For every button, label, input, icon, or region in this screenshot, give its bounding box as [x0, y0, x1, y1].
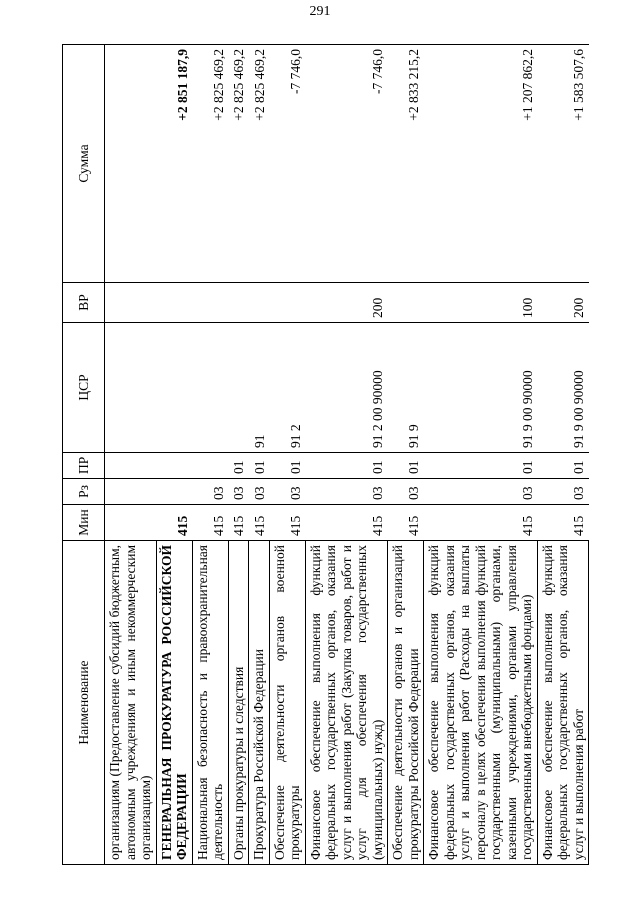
page-number: 291 — [309, 4, 331, 19]
cell-vr — [228, 283, 249, 323]
cell-csr: 91 2 00 90000 — [305, 323, 388, 453]
table-row — [228, 45, 249, 865]
cell-name: Прокуратура Российской Федерации — [249, 541, 270, 865]
cell-pr — [105, 453, 157, 479]
cell-rz: 03 — [424, 479, 538, 505]
cell-csr — [156, 323, 192, 453]
cell-min: 415 — [192, 505, 228, 541]
cell-csr: 91 9 — [388, 323, 424, 453]
cell-rz — [156, 479, 192, 505]
cell-rz — [105, 479, 157, 505]
table-header — [63, 45, 105, 865]
cell-sum: +1 207 862,2 — [424, 45, 538, 283]
cell-vr — [249, 283, 270, 323]
header-csr: ЦСР — [63, 323, 105, 453]
cell-min — [105, 505, 157, 541]
cell-rz: 03 — [388, 479, 424, 505]
cell-min: 415 — [537, 505, 589, 541]
cell-name: Финансовое обеспечение выполнения функций федеральных государственных органов, оказания услуг и выполнения работ (Расходы на выплаты персоналу в целях обеспечения выполнения функций государственными (муниципальными) органами, казенными учреждениями, органами управления государственными внебюджетными фондами) — [424, 541, 538, 865]
table-row — [537, 45, 589, 865]
cell-rz: 03 — [228, 479, 249, 505]
cell-csr — [228, 323, 249, 453]
cell-vr — [269, 283, 305, 323]
header-name: Наименование — [63, 541, 105, 865]
table-row — [105, 45, 157, 865]
cell-sum: +1 583 507,6 — [537, 45, 589, 283]
cell-min: 415 — [156, 505, 192, 541]
cell-rz: 03 — [249, 479, 270, 505]
cell-pr — [156, 453, 192, 479]
cell-rz: 03 — [269, 479, 305, 505]
table-row — [192, 45, 228, 865]
cell-min: 415 — [228, 505, 249, 541]
cell-csr — [105, 323, 157, 453]
cell-rz: 03 — [305, 479, 388, 505]
cell-min: 415 — [424, 505, 538, 541]
cell-vr: 200 — [537, 283, 589, 323]
table-row — [388, 45, 424, 865]
cell-name: организациям (Предоставление субсидий бюджетным, автономным учреждениям и иным некоммерческим организациям) — [105, 541, 157, 865]
cell-name: Обеспечение деятельности органов и организаций прокуратуры Российской Федерации — [388, 541, 424, 865]
cell-name: Финансовое обеспечение выполнения функций федеральных государственных органов, оказания услуг и выполнения работ (Закупка товаров, работ и услуг для обеспечения государственных (муниципальных) нужд) — [305, 541, 388, 865]
table-row — [305, 45, 388, 865]
cell-sum: +2 825 469,2 — [249, 45, 270, 283]
cell-vr: 200 — [305, 283, 388, 323]
cell-sum: +2 833 215,2 — [388, 45, 424, 283]
header-rz: Рз — [63, 479, 105, 505]
cell-csr: 91 9 00 90000 — [537, 323, 589, 453]
cell-csr — [192, 323, 228, 453]
cell-csr: 91 2 — [269, 323, 305, 453]
cell-vr — [105, 283, 157, 323]
cell-pr: 01 — [305, 453, 388, 479]
table-row — [156, 45, 192, 865]
table-row — [269, 45, 305, 865]
cell-name: Органы прокуратуры и следствия — [228, 541, 249, 865]
budget-table — [62, 44, 589, 865]
cell-pr: 01 — [424, 453, 538, 479]
cell-sum — [105, 45, 157, 283]
cell-rz: 03 — [537, 479, 589, 505]
cell-sum: +2 851 187,9 — [156, 45, 192, 283]
cell-name: Обеспечение деятельности органов военной прокуратуры — [269, 541, 305, 865]
cell-vr — [156, 283, 192, 323]
cell-rz: 03 — [192, 479, 228, 505]
cell-sum: -7 746,0 — [305, 45, 388, 283]
cell-csr: 91 9 00 90000 — [424, 323, 538, 453]
cell-sum: +2 825 469,2 — [228, 45, 249, 283]
cell-name: Национальная безопасность и правоохранительная деятельность — [192, 541, 228, 865]
cell-pr — [192, 453, 228, 479]
cell-pr: 01 — [269, 453, 305, 479]
cell-name: Финансовое обеспечение выполнения функций федеральных государственных органов, оказания услуг и выполнения работ — [537, 541, 589, 865]
cell-pr: 01 — [388, 453, 424, 479]
cell-min: 415 — [269, 505, 305, 541]
cell-name: ГЕНЕРАЛЬНАЯ ПРОКУРАТУРА РОССИЙСКОЙ ФЕДЕРАЦИИ — [156, 541, 192, 865]
cell-sum: -7 746,0 — [269, 45, 305, 283]
rotated-page — [62, 45, 622, 865]
cell-pr: 01 — [228, 453, 249, 479]
cell-pr: 01 — [537, 453, 589, 479]
cell-csr: 91 — [249, 323, 270, 453]
cell-min: 415 — [305, 505, 388, 541]
cell-min: 415 — [249, 505, 270, 541]
cell-min: 415 — [388, 505, 424, 541]
cell-sum: +2 825 469,2 — [192, 45, 228, 283]
table-row — [424, 45, 538, 865]
header-min: Мин — [63, 505, 105, 541]
cell-vr — [192, 283, 228, 323]
header-vr: ВР — [63, 283, 105, 323]
header-pr: ПР — [63, 453, 105, 479]
cell-pr: 01 — [249, 453, 270, 479]
table-row — [249, 45, 270, 865]
cell-vr — [388, 283, 424, 323]
header-sum: Сумма — [63, 45, 105, 283]
cell-vr: 100 — [424, 283, 538, 323]
